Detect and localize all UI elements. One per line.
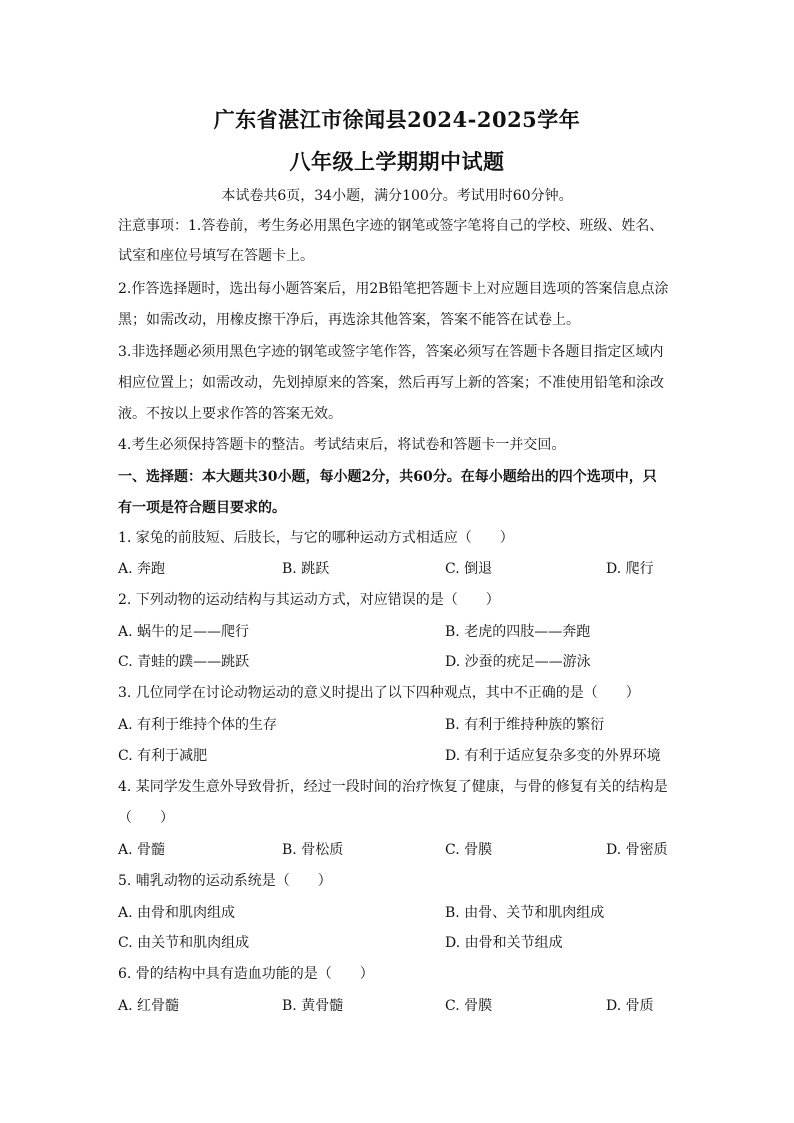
question-option[interactable]: A. 红骨髓: [118, 998, 180, 1014]
question-option[interactable]: D. 由骨和关节组成: [445, 935, 563, 951]
question-option[interactable]: D. 爬行: [606, 561, 654, 577]
question-option[interactable]: C. 青蛙的蹼——跳跃: [118, 654, 250, 670]
question-option[interactable]: C. 骨膜: [445, 842, 493, 858]
section-heading: 有一项是符合题目要求的。: [118, 500, 286, 516]
question-option[interactable]: B. 黄骨髓: [282, 998, 344, 1014]
exam-title-line1: 广东省湛江市徐闻县2024-2025学年: [213, 107, 581, 132]
notice-line: 3.非选择题必须用黑色字迹的钢笔或签字笔作答，答案必须写在答题卡各题目指定区域内: [118, 344, 664, 360]
notice-line: 注意事项：1.答卷前，考生务必用黑色字迹的钢笔或签字笔将自己的学校、班级、姓名、: [118, 218, 664, 234]
question-option[interactable]: B. 有利于维持种族的繁衍: [445, 717, 605, 733]
question-option[interactable]: C. 骨膜: [445, 998, 493, 1014]
question-option[interactable]: D. 骨质: [606, 998, 654, 1014]
question-option[interactable]: D. 骨密质: [606, 842, 668, 858]
notice-line: 4.考生必须保持答题卡的整洁。考试结束后，将试卷和答题卡一并交回。: [118, 437, 566, 453]
question-option[interactable]: B. 老虎的四肢——奔跑: [445, 624, 591, 640]
question-option[interactable]: A. 有利于维持个体的生存: [118, 717, 278, 733]
question-option[interactable]: A. 骨髓: [118, 842, 166, 858]
question-stem: 4. 某同学发生意外导致骨折，经过一段时间的治疗恢复了健康，与骨的修复有关的结构是: [118, 779, 668, 795]
notice-line: 2.作答选择题时，选出每小题答案后，用2B铅笔把答题卡上对应题目选项的答案信息点涂: [118, 281, 669, 297]
question-option[interactable]: A. 蜗牛的足——爬行: [118, 624, 250, 640]
question-option[interactable]: C. 由关节和肌肉组成: [118, 935, 250, 951]
question-option[interactable]: C. 倒退: [445, 561, 493, 577]
question-stem: 2. 下列动物的运动结构与其运动方式，对应错误的是（ ）: [118, 592, 500, 608]
question-stem: 5. 哺乳动物的运动系统是（ ）: [118, 873, 332, 889]
question-option[interactable]: A. 奔跑: [118, 561, 166, 577]
question-option[interactable]: C. 有利于减肥: [118, 748, 208, 764]
question-stem: 3. 几位同学在讨论动物运动的意义时提出了以下四种观点，其中不正确的是（ ）: [118, 685, 640, 701]
question-option[interactable]: B. 由骨、关节和肌肉组成: [445, 905, 605, 921]
notice-line: 相应位置上；如需改动，先划掉原来的答案，然后再写上新的答案；不准使用铅笔和涂改: [118, 375, 664, 391]
question-option[interactable]: B. 骨松质: [282, 842, 344, 858]
question-option[interactable]: B. 跳跃: [282, 561, 330, 577]
question-stem: 1. 家兔的前肢短、后肢长，与它的哪种运动方式相适应（ ）: [118, 530, 514, 546]
exam-subtitle: 本试卷共6页，34小题，满分100分。考试用时60分钟。: [221, 188, 573, 204]
notice-line: 黑；如需改动，用橡皮擦干净后，再选涂其他答案，答案不能答在试卷上。: [118, 312, 580, 328]
question-option[interactable]: D. 沙蚕的疣足——游泳: [445, 654, 591, 670]
question-option[interactable]: D. 有利于适应复杂多变的外界环境: [445, 748, 661, 764]
notice-line: 试室和座位号填写在答题卡上。: [118, 248, 314, 264]
question-option[interactable]: A. 由骨和肌肉组成: [118, 905, 236, 921]
question-stem: 6. 骨的结构中具有造血功能的是（ ）: [118, 966, 374, 982]
notice-line: 液。不按以上要求作答的答案无效。: [118, 406, 342, 422]
question-stem-continuation: （ ）: [118, 810, 174, 826]
exam-title-line2: 八年级上学期期中试题: [289, 149, 505, 174]
section-heading: 一、选择题：本大题共30小题，每小题2分，共60分。在每小题给出的四个选项中，只: [118, 469, 657, 485]
